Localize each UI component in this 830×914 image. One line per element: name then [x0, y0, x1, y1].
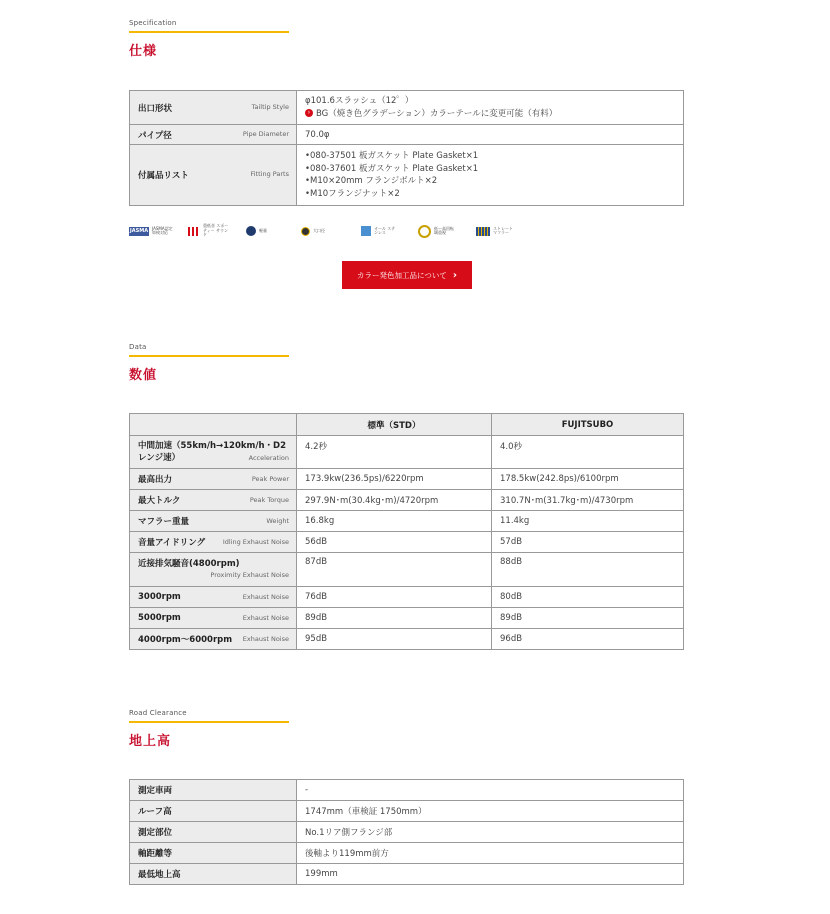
- data-fuji-value: 80dB: [492, 587, 684, 608]
- clearance-section-header: [129, 709, 684, 749]
- clearance-label: 軸距離等: [138, 849, 173, 859]
- table-row: [130, 587, 684, 608]
- spec-label: パイプ径: [138, 130, 172, 141]
- clearance-label: 最低地上高: [138, 870, 181, 880]
- data-label: 最大トルク: [138, 496, 181, 506]
- spec-label: 出口形状: [138, 103, 173, 114]
- clearance-rule: [129, 721, 289, 723]
- spec-label-en: Fitting Parts: [250, 170, 289, 178]
- spec-value-line: •M10フランジナット×2: [305, 188, 400, 199]
- table-row: [130, 469, 684, 490]
- spec-value: 70.0φ: [297, 125, 684, 145]
- spec-table: [129, 90, 684, 206]
- spec-value-line: BG（焼き色グラデーション）カラーテールに変更可能（有料）: [316, 108, 558, 119]
- data-std-value: 76dB: [297, 587, 492, 608]
- data-fuji-value: 89dB: [492, 608, 684, 629]
- feature-badges: [129, 221, 519, 241]
- table-row: [130, 436, 684, 469]
- data-table: [129, 413, 684, 650]
- table-row: [130, 864, 684, 885]
- table-row: [130, 532, 684, 553]
- table-row: [130, 490, 684, 511]
- badge-diameter: 大口径: [301, 221, 325, 241]
- clearance-title: 地上高: [129, 734, 172, 749]
- table-row: [130, 801, 684, 822]
- data-rule: [129, 355, 289, 357]
- column-header: [130, 414, 297, 436]
- data-fuji-value: 57dB: [492, 532, 684, 553]
- data-label-en: Weight: [266, 517, 289, 525]
- data-fuji-value: 11.4kg: [492, 511, 684, 532]
- spec-value-line: •080-37601 板ガスケット Plate Gasket×1: [305, 163, 479, 174]
- data-std-value: 4.2秒: [297, 436, 492, 469]
- clearance-value: No.1リア側フランジ部: [297, 822, 684, 843]
- table-row: [130, 511, 684, 532]
- data-label: 音量アイドリング: [138, 538, 206, 548]
- data-subtitle: Data: [129, 343, 147, 351]
- gauge-dot-icon: [301, 227, 310, 236]
- data-std-value: 297.9N･m(30.4kg･m)/4720rpm: [297, 490, 492, 511]
- data-fuji-value: 88dB: [492, 553, 684, 587]
- data-std-value: 89dB: [297, 608, 492, 629]
- table-row: [130, 553, 684, 587]
- data-fuji-value: 4.0秒: [492, 436, 684, 469]
- clearance-table: [129, 779, 684, 885]
- table-row: [130, 822, 684, 843]
- badge-jasma: JASMA JASMA認定 車検対応: [129, 225, 173, 235]
- table-row: [130, 629, 684, 650]
- color-finish-button[interactable]: [342, 261, 472, 289]
- spec-value-line: •080-37501 板ガスケット Plate Gasket×1: [305, 151, 479, 161]
- table-row: [130, 125, 684, 145]
- column-header: 標準（STD）: [297, 414, 492, 436]
- round-emblem-icon: [246, 226, 256, 236]
- data-std-value: 87dB: [297, 553, 492, 587]
- table-row: [130, 608, 684, 629]
- clearance-label: 測定部位: [138, 828, 173, 838]
- table-header-row: [130, 414, 684, 436]
- clearance-value: -: [297, 780, 684, 801]
- clearance-subtitle: Road Clearance: [129, 709, 187, 717]
- badge-sound: 重低音 スポーティー サウンド: [188, 221, 229, 241]
- jasma-icon: JASMA: [129, 227, 149, 234]
- badge-straight: ストレート マフラー: [476, 221, 513, 241]
- clearance-value: 後軸より119mm前方: [297, 843, 684, 864]
- table-row: [130, 780, 684, 801]
- data-label-en: Idling Exhaust Noise: [222, 538, 289, 546]
- data-label: 3000rpm: [138, 592, 181, 602]
- color-finish-button-label: カラー発色加工品について: [357, 270, 447, 280]
- spec-label-en: Pipe Diameter: [242, 130, 289, 138]
- data-label: 5000rpm: [138, 613, 181, 623]
- badge-stainless: オール ステンレス: [361, 221, 396, 241]
- data-section-header: [129, 343, 684, 383]
- data-label-en: Peak Torque: [249, 496, 289, 504]
- clearance-label: ルーフ高: [138, 807, 172, 817]
- table-row: [130, 91, 684, 125]
- bars-icon: [476, 227, 490, 236]
- data-std-value: 16.8kg: [297, 511, 492, 532]
- column-header: FUJITSUBO: [492, 414, 684, 436]
- data-std-value: 95dB: [297, 629, 492, 650]
- data-label-en: Exhaust Noise: [242, 614, 289, 622]
- spec-label: 付属品リスト: [138, 171, 189, 181]
- data-label: 近接排気騒音(4800rpm): [138, 559, 240, 569]
- data-label-en: Acceleration: [248, 454, 289, 462]
- badge-light: 軽量: [246, 221, 267, 241]
- clearance-value: 199mm: [297, 864, 684, 885]
- table-row: [130, 843, 684, 864]
- spec-rule: [129, 31, 289, 33]
- data-std-value: 56dB: [297, 532, 492, 553]
- data-fuji-value: 178.5kw(242.8ps)/6100rpm: [492, 469, 684, 490]
- stainless-icon: [361, 226, 371, 236]
- clearance-value: 1747mm（車検証 1750mm）: [297, 801, 684, 822]
- table-row: [130, 145, 684, 206]
- sound-wave-icon: [188, 227, 200, 236]
- speedometer-icon: [418, 225, 431, 238]
- spec-section-header: [129, 19, 684, 59]
- chevron-right-icon: ›: [452, 269, 457, 281]
- spec-subtitle: Specification: [129, 19, 177, 27]
- spec-title: 仕様: [129, 44, 158, 59]
- data-label: 中間加速（55km/h→120km/h・D2レンジ速）: [138, 441, 286, 463]
- data-table-wrap: [129, 413, 684, 650]
- spec-table-wrap: [129, 90, 684, 206]
- clearance-table-wrap: [129, 779, 684, 885]
- arrow-right-circle-icon: ›: [305, 109, 313, 117]
- data-label-en: Exhaust Noise: [242, 635, 289, 643]
- data-label: マフラー重量: [138, 517, 190, 527]
- data-fuji-value: 96dB: [492, 629, 684, 650]
- spec-value-line: •M10×20mm フランジボルト×2: [305, 176, 438, 186]
- data-label-en: Proximity Exhaust Noise: [210, 571, 289, 579]
- data-label: 最高出力: [138, 475, 173, 485]
- spec-label-en: Tailtip Style: [251, 103, 289, 111]
- clearance-label: 測定車両: [138, 786, 173, 796]
- data-label-en: Peak Power: [251, 475, 289, 483]
- data-label: 4000rpm〜6000rpm: [138, 635, 233, 645]
- badge-rpm: 低〜高回転域重視: [418, 221, 456, 241]
- spec-value-line: φ101.6スラッシュ（12゜）: [305, 96, 414, 106]
- data-std-value: 173.9kw(236.5ps)/6220rpm: [297, 469, 492, 490]
- data-label-en: Exhaust Noise: [242, 593, 289, 601]
- data-fuji-value: 310.7N･m(31.7kg･m)/4730rpm: [492, 490, 684, 511]
- data-title: 数値: [129, 368, 158, 383]
